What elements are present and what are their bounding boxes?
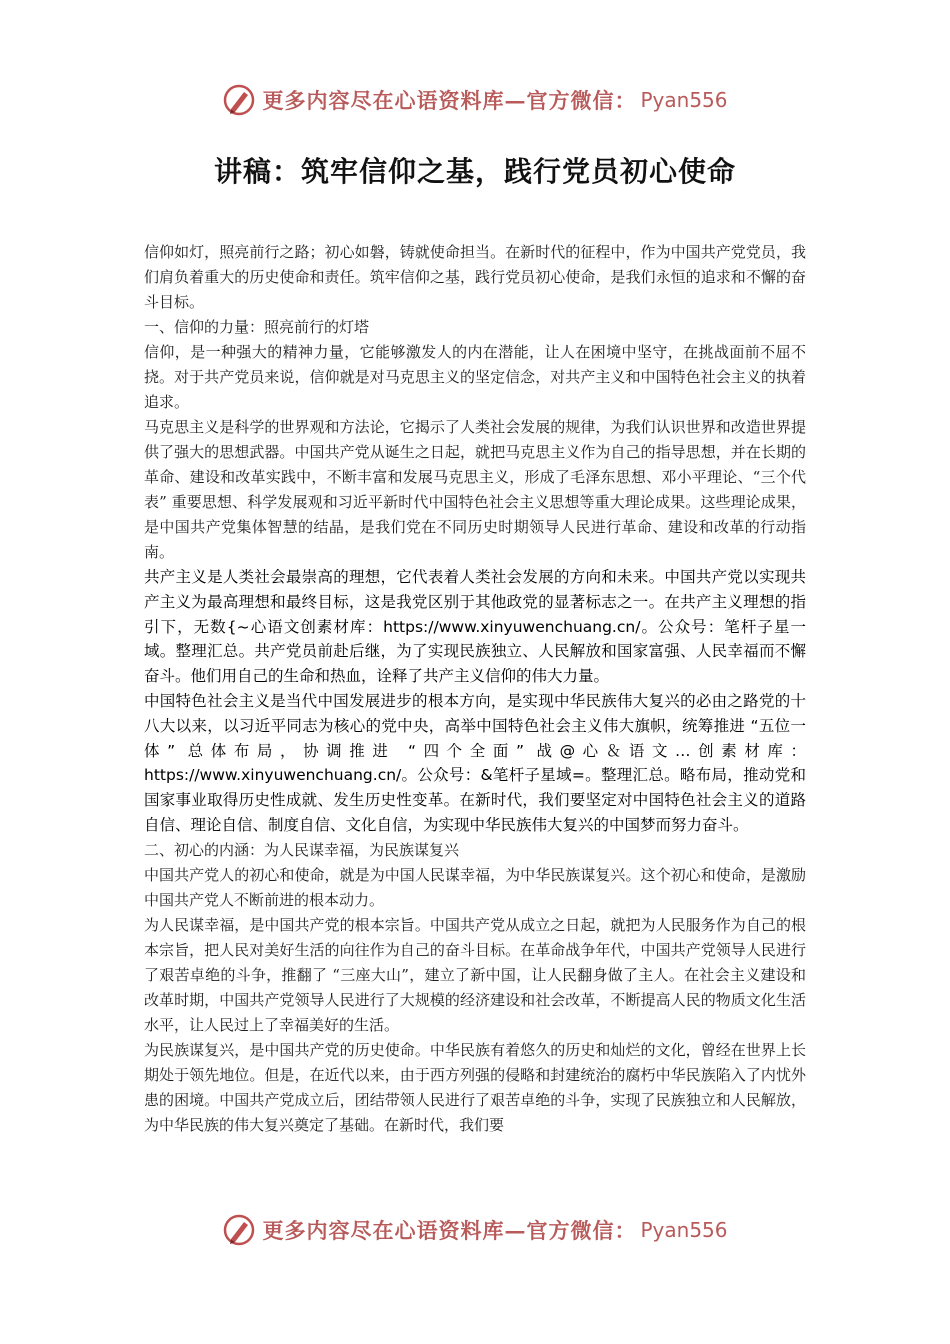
section-heading: 二、初心的内涵：为人民谋幸福，为民族谋复兴 xyxy=(144,840,460,859)
paragraph: 共产主义是人类社会最崇高的理想，它代表着人类社会发展的方向和未来。中国共产党以实现共产主义为最高理想和最终目标，这是我党区别于其他政党的显著标志之一。在共产主义理想的指引下，无数{~心语文创素材库：https://www.xinyuwenchuang.cn/。公众号：笔杆子星一域。整理汇总。共产党员前赴后继，为了实现民族独立、人民解放和国家富强、人民幸福而不懈奋斗。他们用自己的生命和热血，诠释了共产主义信仰的伟大力量。 xyxy=(144,568,806,686)
paragraph: 为民族谋复兴，是中国共产党的历史使命。中华民族有着悠久的历史和灿烂的文化，曾经在世界上长期处于领先地位。但是，在近代以来，由于西方列强的侵略和封建统治的腐朽中华民族陷入了内忧外患的困境。中国共产党成立后，团结带领人民进行了艰苦卓绝的斗争，实现了民族独立和人民解放，为中华民族的伟大复兴奠定了基础。在新时代，我们要 xyxy=(144,1040,806,1134)
paragraph: 为人民谋幸福，是中国共产党的根本宗旨。中国共产党从成立之日起，就把为人民服务作为自己的根本宗旨，把人民对美好生活的向往作为自己的奋斗目标。在革命战争年代，中国共产党领导人民进行了艰苦卓绝的斗争，推翻了 “三座大山”，建立了新中国，让人民翻身做了主人。在社会主义建设和改革时期，中国共产党领导人民进行了大规模的经济建设和社会改革，不断提高人民的物质文化生活水平，让人民过上了幸福美好的生活。 xyxy=(144,915,806,1034)
paragraph: 信仰，是一种强大的精神力量，它能够激发人的内在潜能，让人在困境中坚守，在挑战面前不屈不挠。对于共产党员来说，信仰就是对马克思主义的坚定信念，对共产主义和中国特色社会主义的执着追求。 xyxy=(144,343,806,411)
paragraph: 信仰如灯，照亮前行之路；初心如磐，铸就使命担当。在新时代的征程中，作为中国共产党党员，我们肩负着重大的历史使命和责任。筑牢信仰之基，践行党员初心使命，是我们永恒的追求和不懈的奋斗目标。 xyxy=(144,243,806,311)
banner-contact: Pyan556 xyxy=(640,1218,728,1242)
paragraph: 中国共产党人的初心和使命，就是为中国人民谋幸福，为中华民族谋复兴。这个初心和使命，是激励中国共产党人不断前进的根本动力。 xyxy=(144,865,806,909)
banner-text: 更多内容尽在心语资料库—官方微信： xyxy=(262,1218,637,1243)
banner-text: 更多内容尽在心语资料库—官方微信： xyxy=(262,88,637,113)
footer-banner xyxy=(0,1210,950,1250)
section-heading: 一、信仰的力量：照亮前行的灯塔 xyxy=(144,318,370,336)
paragraph: 马克思主义是科学的世界观和方法论，它揭示了人类社会发展的规律，为我们认识世界和改造世界提供了强大的思想武器。中国共产党从诞生之日起，就把马克思主义作为自己的指导思想，并在长期的革命、建设和改革实践中，不断丰富和发展马克思主义，形成了毛泽东思想、邓小平理论、“三个代表” 重要思想、科学发展观和习近平新时代中国特色社会主义思想等重大理论成果。这些理论成果，是中国共产党集体智慧的结晶，是我们党在不同历史时期领导人民进行革命、建设和改革的行动指南。 xyxy=(144,418,806,561)
header-banner xyxy=(0,80,950,120)
pen-logo-icon xyxy=(222,1213,256,1247)
page-title: 讲稿：筑牢信仰之基，践行党员初心使命 xyxy=(213,155,736,188)
banner-contact: Pyan556 xyxy=(640,88,728,112)
paragraph: 中国特色社会主义是当代中国发展进步的根本方向，是实现中华民族伟大复兴的必由之路党的十八大以来，以习近平同志为核心的党中央，高举中国特色社会主义伟大旗帜，统筹推进 “五位一体” 总体布局，协调推进 “四个全面” 战@心＆语文…创素材库：https://www.xinyuwenchuang.cn/。公众号：&笔杆子星域=。整理汇总。略布局，推动党和国家事业取得历史性成就、发生历史性变革。在新时代，我们要坚定对中国特色社会主义的道路自信、理论自信、制度自信、文化自信，为实现中华民族伟大复兴的中国梦而努力奋斗。 xyxy=(144,691,806,834)
document-body xyxy=(144,240,806,1138)
pen-logo-icon xyxy=(222,83,256,117)
